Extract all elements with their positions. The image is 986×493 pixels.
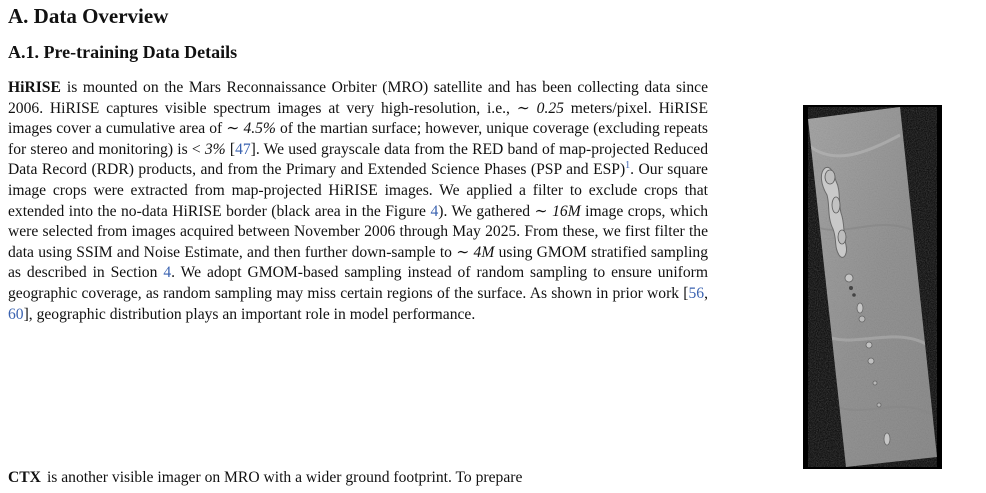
hirise-text-11: , [704,284,708,302]
citation-link-60[interactable]: 60 [8,305,24,323]
hirise-strip-image [803,105,942,469]
hirise-text-1: is mounted on the Mars Reconnaissance Orbiter (MRO) satellite and has been collecting data since 2006. HiRISE captures visible spectrum images at very high-resolution, i.e., ∼ [8,79,708,117]
vent-crater [852,293,856,297]
vent-crater [838,230,846,244]
figure-link-4[interactable]: 4 [430,202,439,220]
ctx-text: is another visible imager on MRO with a wider ground footprint. To prepare [46,469,523,486]
hirise-text-12: ], geographic distribution plays an important role in model performance. [23,305,476,323]
ctx-lead: CTX [8,469,41,486]
hirise-text-8: image crops, which were selected from images acquired between November 2006 through May 2025. From these, we first filter the data using SSIM and Noise Estimate, and then further down-sample to ∼ [8,202,708,261]
citation-link-56[interactable]: 56 [688,284,705,302]
vent-crater [877,403,881,407]
footnote-link-1[interactable]: 1 [625,160,631,172]
hirise-text-6: . Our square image crops were extracted from map-projected HiRISE images. We applied a filter to exclude crops that extended into the no-data HiRISE border (black area in the Figure [8,161,708,220]
hirise-paragraph [8,78,708,325]
hirise-text-2: meters/pixel. HiRISE images cover a cumulative area of ∼ [8,99,708,138]
ctx-paragraph [8,468,708,489]
hirise-text-5: ]. We used grayscale data from the RED band of map-projected Reduced Data Record (RDR) products, and from the Primary and Extended Science Phases (PSP and ESP) [8,140,708,179]
vent-crater [873,381,877,385]
hirise-math-resolution: 0.25 [536,99,564,117]
hirise-lead: HiRISE [8,79,61,96]
hirise-math-unique: 3% [204,140,226,158]
section-link-4[interactable]: 4 [163,264,172,282]
vent-crater [866,342,872,348]
vent-crater [832,197,840,213]
hirise-math-downsample: 4M [473,243,495,261]
vent-crater [868,358,874,364]
vent-crater [825,170,835,184]
hirise-text-9: using GMOM stratified sampling as described in Section [8,243,708,282]
subsection-title: A.1. Pre-training Data Details [8,42,238,62]
hirise-text-10: . We adopt GMOM-based sampling instead of random sampling to ensure uniform geographic coverage, as random sampling may miss certain regions of the surface. As shown in prior work [ [8,264,708,302]
vent-crater [859,316,865,322]
citation-link-47[interactable]: 47 [235,140,251,158]
hirise-image-figure [803,105,942,469]
section-title: A. Data Overview [8,4,169,28]
vent-crater [884,433,890,445]
vent-crater [849,286,853,290]
hirise-text-4: [ [225,140,236,158]
vent-crater [857,303,863,313]
hirise-text-7: ). We gathered ∼ [438,202,553,220]
hirise-text-3: of the martian surface; however, unique coverage (excluding repeats for stereo and monitoring) is < [8,120,708,158]
vent-crater [845,274,853,282]
hirise-math-crops: 16M [552,202,581,220]
hirise-math-coverage: 4.5% [243,120,276,138]
